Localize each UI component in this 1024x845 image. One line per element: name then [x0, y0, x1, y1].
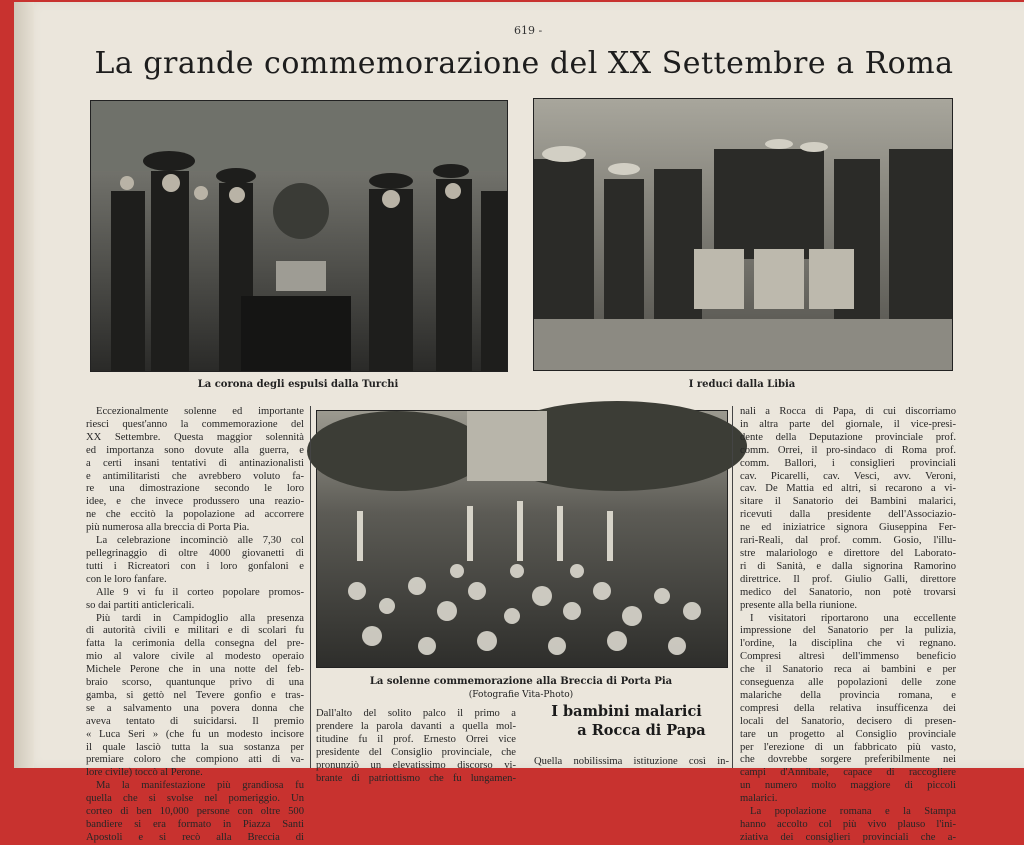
article-line: La celebrazione incominciò alle 7,30 col: [96, 535, 304, 547]
article-line: « Luca Seri » (che fu un modesto incisore: [86, 728, 304, 740]
article-line: bandiere si era formato in Piazza Santi: [86, 819, 304, 830]
article-line: Michele Perone che in una notte del feb-: [86, 664, 304, 676]
caption-porta-pia: La solenne commemorazione alla Breccia di Porta Pia: [369, 676, 673, 687]
article-line: pellegrinaggio di oltre 4000 giovanetti di: [86, 547, 304, 559]
article-line: hanno accolto col più vivo plauso l'ini-: [740, 819, 956, 830]
photo-veterans-libya-image: [534, 99, 952, 370]
article-line: idee, e che invece produssero una reazio-: [86, 496, 304, 508]
article-line: Eccezionalmente solenne ed importante: [96, 406, 304, 417]
article-line: riesci quest'anno la commemorazione del: [86, 418, 304, 430]
newspaper-page: [14, 2, 1024, 843]
page-number: 619 -: [514, 24, 543, 37]
article-line: locali del Sanatorio, decisero di presen-: [740, 715, 956, 727]
article-line: il quale lasciò tutta la sua sostanza per: [86, 741, 304, 753]
article-line: prendere la parola davanti a quella mol-: [316, 720, 516, 732]
article-line: tutti i Ricreatori con i loro gonfaloni e: [86, 560, 304, 572]
article-line: a certi insani tentativi di antinazionalisti: [86, 457, 304, 469]
article-line: presidente del Consiglio provinciale, che: [316, 746, 516, 758]
article-line: di autorità civili e militari e di scolari fu: [86, 625, 304, 637]
article-line: che il Sanatorio reca ai bambini e per: [740, 664, 956, 676]
article-line: Compresi altresì dell'immenso beneficio: [740, 651, 956, 663]
article-line: compresi della relativa insufficenza dei: [740, 702, 956, 714]
article-line: medico del Sanatorio, non potè trovarsi: [740, 586, 956, 598]
article-line: dente della Deputazione provinciale prof.: [740, 431, 956, 443]
article-line: pronunziò un elevatissimo discorso vi-: [316, 759, 516, 771]
article-line: Ma la manifestazione più grandiosa fu: [96, 780, 304, 792]
photo-porta-pia-image: [317, 411, 727, 667]
photo-veterans-libya: [533, 98, 953, 371]
article-line: ne ed iniziatrice signora Giuseppina Fer-: [740, 522, 956, 534]
article-line: un numero molto maggiore di piccoli: [740, 780, 956, 792]
article-line: nali a Rocca di Papa, di cui discorriamo: [740, 406, 956, 417]
section-first-line: [524, 756, 729, 770]
article-line: cav. De Mattia ed altri, si recarono a vi-: [740, 483, 956, 495]
article-line: campi d'Annibale, capace di raccogliere: [740, 767, 956, 779]
photo-wreath-expelled: [90, 100, 508, 372]
photo-credit: (Fotografie Vita-Photo): [468, 690, 574, 700]
article-line: sitare il Sanatorio dei Bambini malarici,: [740, 496, 956, 508]
article-line: titudine fu il prof. Ernesto Orrei vice: [316, 733, 516, 745]
article-line: rari-Reali, dal prof. comm. Gosio, l'illu-: [740, 535, 956, 547]
article-line: Più tardi in Campidoglio alla presenza: [96, 612, 304, 624]
article-line: con le loro fanfare.: [86, 573, 167, 585]
article-line: corteo di ben 10,000 persone con oltre 500: [86, 806, 304, 818]
article-line: premiare coloro che compiono atti di va-: [86, 754, 304, 766]
caption-veterans-libya: I reduci dalla Libia: [688, 379, 796, 390]
article-line: comm. Orrei, il pro-sindaco di Roma prof.: [740, 444, 956, 456]
article-line: I visitatori riportarono una eccellente: [750, 612, 956, 624]
section-first-line-text: Quella nobilissima istituzione così in-: [534, 756, 729, 767]
section-title-line2: a Rocca di Papa: [577, 722, 706, 739]
article-line: e antimilitaristi che avrebbero voluto fa-: [86, 470, 304, 482]
article-line: lore civile) toccò al Perone.: [86, 767, 203, 779]
article-line: ricevuti dalla presidente dell'Associazio-: [740, 509, 956, 521]
article-line: stre malariologo e direttore del Laborato-: [740, 547, 956, 559]
article-line: brante di patriottismo che fu lungamen-: [316, 772, 516, 784]
headline: La grande commemorazione del XX Settembre a Roma: [94, 46, 954, 81]
article-line: quella che si svolse nel pomeriggio. Un: [86, 793, 304, 805]
caption-wreath-expelled: La corona degli espulsi dalla Turchi: [197, 379, 399, 390]
article-line: conseguenza alle popolazioni delle zone: [740, 677, 956, 689]
article-line: La popolazione romana e la Stampa: [750, 806, 956, 818]
article-line: presente alla bella riunione.: [740, 599, 858, 611]
article-line: ne che eccitò la popolazione ad accorrere: [86, 509, 304, 521]
article-line: braio scorso, quantunque privo di una: [86, 677, 304, 689]
section-title: [524, 702, 729, 740]
article-line: Alle 9 vi fu il corteo popolare promos-: [96, 586, 304, 598]
article-line: ed importanza sono dovute alla guerra, e: [86, 444, 304, 456]
article-line: re una dimostrazione secondo le loro: [86, 483, 304, 495]
article-line: mio al valore civile al modesto operaio: [86, 651, 304, 663]
article-line: malarici.: [740, 793, 778, 805]
section-title-line1: I bambini malarici: [551, 703, 702, 720]
article-line: più numerosa alla breccia di Porta Pia.: [86, 522, 250, 534]
article-line: in altra parte del giornale, il vice-presi-: [740, 418, 956, 430]
article-line: malariche della provincia romana, e: [740, 689, 956, 701]
article-line: tare un progetto al Consiglio provinciale: [740, 728, 956, 740]
article-line: che dovrebbe sorgere preferibilmente nei: [740, 754, 956, 766]
article-line: comm. Ballori, i consiglieri provinciali: [740, 457, 956, 469]
photo-wreath-expelled-image: [91, 101, 507, 371]
article-middle-column: [316, 708, 516, 784]
photo-porta-pia: [316, 410, 728, 668]
article-line: se a salvamento una povera donna che: [86, 702, 304, 714]
article-line: impressione del Sanatorio per la pulizia,: [740, 625, 956, 637]
article-line: ri di Sanità, e dalla signorina Ramorino: [740, 560, 956, 572]
article-line: Dall'alto del solito palco il primo a: [316, 708, 516, 719]
article-left-column: [86, 406, 304, 843]
article-line: cav. Picarelli, cav. Vesci, avv. Veroni,: [740, 470, 956, 482]
article-line: l'ordine, la disciplina che vi regnano.: [740, 638, 956, 650]
article-line: XX Settembre. Questa maggior solennità: [86, 431, 304, 443]
article-line: ziativa dei consiglieri provinciali che a-: [740, 831, 956, 843]
article-right-column: [740, 406, 956, 843]
article-line: gamba, si gettò nel Tevere gonfio e tras-: [86, 689, 304, 701]
article-line: per l'erezione di un fabbricato più vasto,: [740, 741, 956, 753]
article-line: aveva tentato di suicidarsi. Il premio: [86, 715, 304, 727]
article-line: Apostoli e si recò alla Breccia di: [86, 831, 304, 843]
article-line: fatta la cerimonia della consegna del pre-: [86, 638, 304, 650]
article-line: direttrice. Il prof. Giulio Galli, direttore: [740, 573, 956, 585]
column-rule-right: [732, 406, 733, 768]
article-line: so dai partiti anticlericali.: [86, 599, 195, 611]
page-gutter: [14, 2, 34, 768]
column-rule-left: [310, 406, 311, 768]
